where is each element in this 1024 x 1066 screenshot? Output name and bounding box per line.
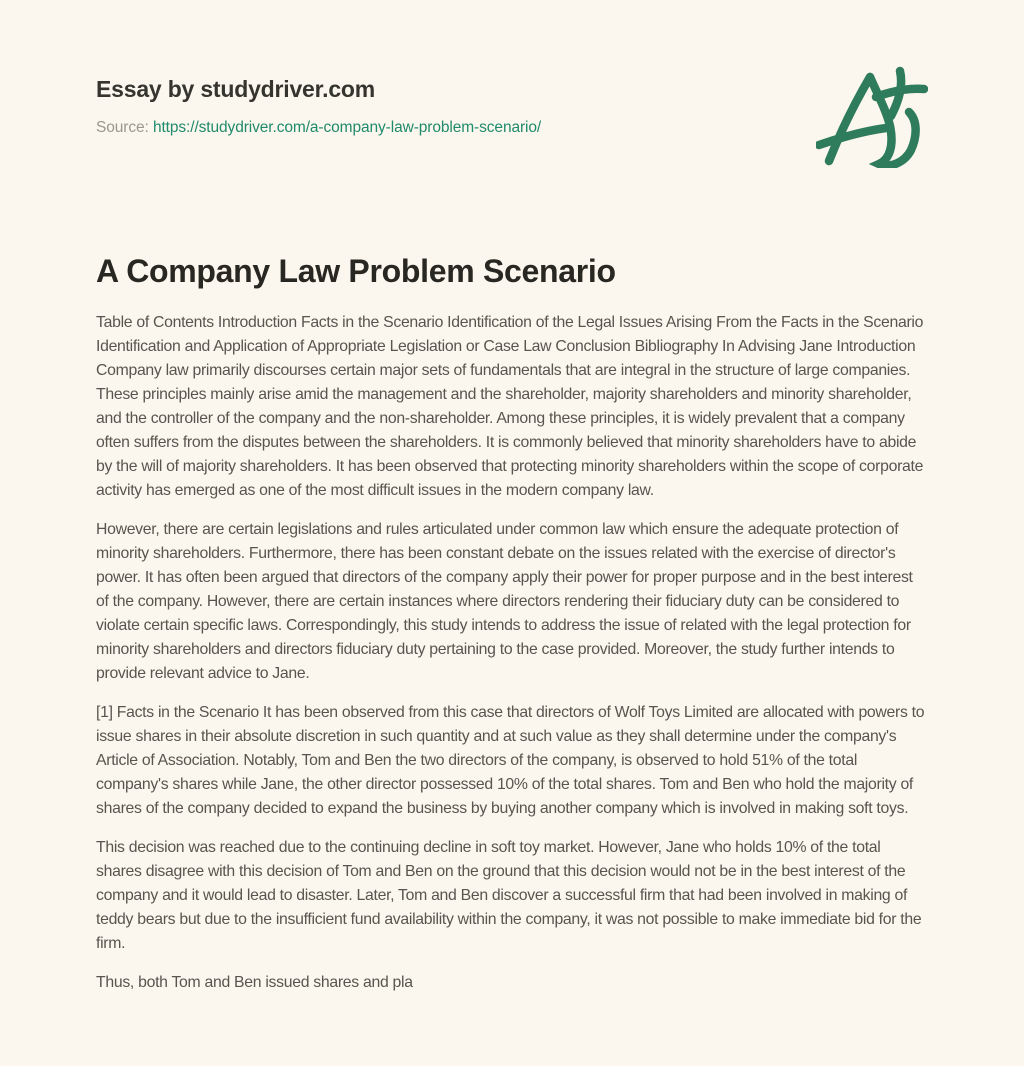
paragraph-3: [1] Facts in the Scenario It has been observed from this case that directors of Wolf Toys Limited are allocated with powers to issue shares in their absolute discretion in such quantity and at such value as they shall determine under the company's Article of Association. Notably, Tom and Ben the two directors of the company, is observed to hold 51% of the total company's shares while Jane, the other director possessed 10% of the total shares. Tom and Ben who hold the majority of shares of the company decided to expand the business by buying another company which is involved in making soft toys. (96, 704, 925, 817)
essay-by-heading: Essay by studydriver.com (96, 76, 376, 102)
article-title: A Company Law Problem Scenario (96, 253, 616, 289)
source-line (96, 117, 928, 139)
paragraph-2: However, there are certain legislations and rules articulated under common law which ensure the adequate protection of minority shareholders. Furthermore, there has been constant debate on the issues related with the exercise of director's power. It has often been argued that directors of the company apply their power for proper purpose and in the best interest of the company. However, there are certain instances where directors rendering their fiduciary duty can be considered to violate certain specific laws. Correspondingly, this study intends to address the issue of related with the legal protection for minority shareholders and directors fiduciary duty pertaining to the case provided. Moreover, the study further intends to provide relevant advice to Jane. (96, 521, 913, 682)
paragraph-4: This decision was reached due to the continuing decline in soft toy market. However, Jane who holds 10% of the total shares disagree with this decision of Tom and Ben on the ground that this decision would not be in the best interest of the company and it would lead to disaster. Later, Tom and Ben discover a successful firm that had been involved in making of teddy bears but due to the insufficient fund availability within the company, it was not possible to make immediate bid for the firm. (96, 839, 922, 952)
a-plus-logo-icon (816, 66, 928, 168)
article-body (96, 311, 928, 995)
source-link[interactable]: https://studydriver.com/a-company-law-problem-scenario/ (152, 119, 542, 136)
source-label: Source: (96, 119, 149, 136)
document-header (96, 0, 928, 139)
paragraph-1: Table of Contents Introduction Facts in the Scenario Identification of the Legal Issues Arising From the Facts in the Scenario Identification and Application of Appropriate Legislation or Case Law Conclusion Bibliography In Advising Jane Introduction Company law primarily discourses certain major sets of fundamentals that are integral in the structure of large companies. These principles mainly arise amid the management and the shareholder, majority shareholders and minority shareholder, and the controller of the company and the non-shareholder. Among these principles, it is widely prevalent that a company often suffers from the disputes between the shareholders. It is commonly believed that minority shareholders have to abide by the will of majority shareholders. It has been observed that protecting minority shareholders within the scope of corporate activity has emerged as one of the most difficult issues in the modern company law. (96, 314, 924, 499)
paragraph-5-truncated: Thus, both Tom and Ben issued shares and pla (96, 974, 413, 991)
